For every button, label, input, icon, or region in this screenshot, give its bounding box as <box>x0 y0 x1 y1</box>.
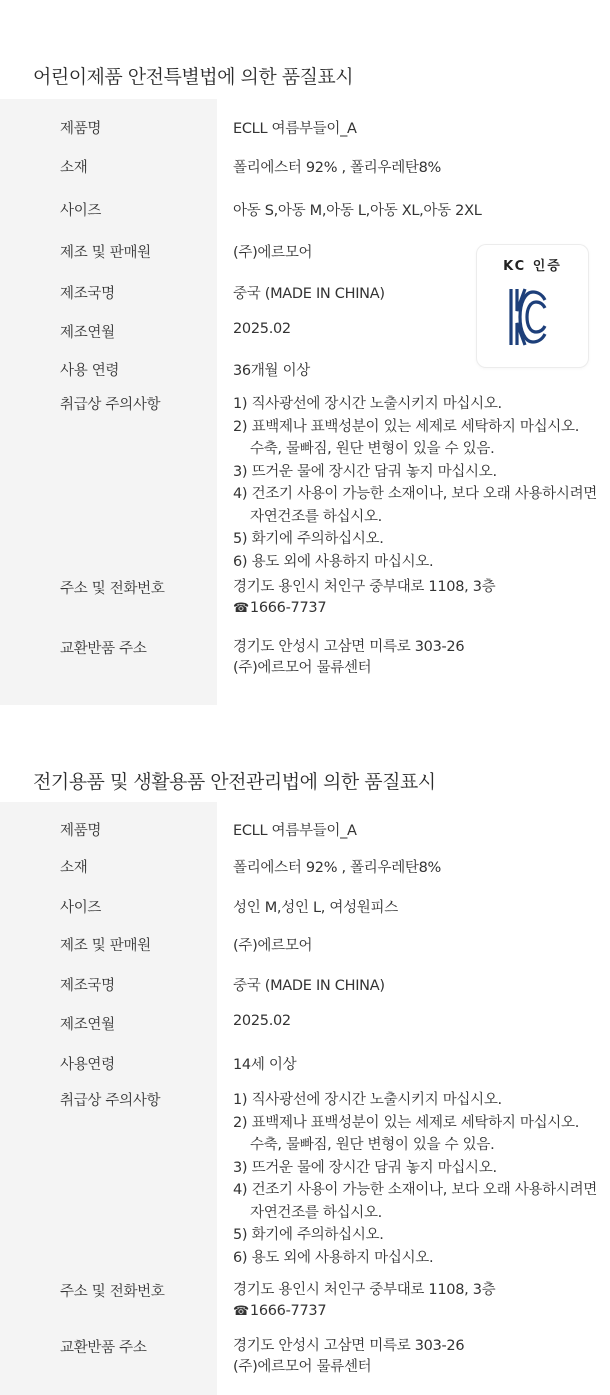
address-line: 경기도 용인시 처인구 중부대로 1108, 3층 <box>233 1282 496 1298</box>
row-label: 주소 및 전화번호 <box>60 1284 165 1300</box>
care-instruction-list <box>233 393 597 573</box>
address-line: 경기도 용인시 처인구 중부대로 1108, 3층 <box>233 579 496 595</box>
row-label: 소재 <box>60 160 88 176</box>
care-line: 4) 건조기 사용이 가능한 소재이나, 보다 오래 사용하시려면 <box>233 486 598 502</box>
row-value: 2025.02 <box>233 1013 291 1029</box>
row-label: 소재 <box>60 860 88 876</box>
row-label: 사용 연령 <box>60 363 120 379</box>
row-value: 14세 이상 <box>233 1057 297 1073</box>
address-block <box>233 1280 495 1322</box>
address-line: (주)에르모어 물류센터 <box>233 1359 372 1375</box>
row-label: 사이즈 <box>60 203 102 219</box>
row-label: 사용연령 <box>60 1057 115 1073</box>
care-line: 2) 표백제나 표백성분이 있는 세제로 세탁하지 마십시오. <box>233 418 579 435</box>
care-line: 3) 뜨거운 물에 장시간 담궈 놓지 마십시오. <box>233 463 497 480</box>
row-label: 제조연월 <box>60 325 115 341</box>
care-line: 6) 용도 외에 사용하지 마십시오. <box>233 553 434 570</box>
row-label: 제조 및 판매원 <box>60 938 151 954</box>
phone-icon: ☎ <box>233 601 249 616</box>
row-value: 성인 M,성인 L, 여성원피스 <box>233 900 398 916</box>
address-line: 경기도 안성시 고삼면 미륵로 303-26 <box>233 1338 465 1354</box>
row-label: 제조연월 <box>60 1017 115 1033</box>
address-line: (주)에르모어 물류센터 <box>233 660 372 676</box>
care-line: 2) 표백제나 표백성분이 있는 세제로 세탁하지 마십시오. <box>233 1114 579 1131</box>
household-product-quality-section <box>0 705 610 1395</box>
phone-icon: ☎ <box>233 1304 249 1319</box>
row-label: 취급상 주의사항 <box>60 397 161 413</box>
row-value: ECLL 여름부들이_A <box>233 823 357 839</box>
care-line: 1) 직사광선에 장시간 노출시키지 마십시오. <box>233 1092 502 1108</box>
care-line: 수축, 물빠짐, 원단 변형이 있을 수 있음. <box>250 1137 495 1153</box>
phone-number: 1666-7737 <box>249 600 327 616</box>
kc-certification-badge <box>477 245 588 367</box>
exchange-address-block <box>233 637 464 679</box>
care-line: 5) 화기에 주의하십시오. <box>233 1227 384 1243</box>
row-label: 제품명 <box>60 823 102 839</box>
row-value: (주)에르모어 <box>233 938 313 954</box>
kc-badge-title: KC 인증 <box>503 259 562 274</box>
care-line: 4) 건조기 사용이 가능한 소재이나, 보다 오래 사용하시려면 <box>233 1182 598 1198</box>
row-value: 아동 S,아동 M,아동 L,아동 XL,아동 2XL <box>233 203 482 219</box>
section-title: 전기용품 및 생활용품 안전관리법에 의한 품질표시 <box>33 771 436 793</box>
care-line: 5) 화기에 주의하십시오. <box>233 531 384 547</box>
row-value: 2025.02 <box>233 321 291 337</box>
row-value: (주)에르모어 <box>233 245 313 261</box>
row-value: 중국 (MADE IN CHINA) <box>233 286 385 302</box>
care-instruction-list <box>233 1089 597 1269</box>
section-title: 어린이제품 안전특별법에 의한 품질표시 <box>33 66 354 88</box>
care-line: 수축, 물빠짐, 원단 변형이 있을 수 있음. <box>250 441 495 457</box>
address-block <box>233 577 495 619</box>
address-line: 경기도 안성시 고삼면 미륵로 303-26 <box>233 639 465 655</box>
row-value: 폴리에스터 92% , 폴리우레탄8% <box>233 860 442 876</box>
care-line: 1) 직사광선에 장시간 노출시키지 마십시오. <box>233 396 502 412</box>
phone-line <box>233 1301 495 1322</box>
care-line: 자연건조를 하십시오. <box>250 508 382 525</box>
row-label: 사이즈 <box>60 900 102 916</box>
row-value: ECLL 여름부들이_A <box>233 121 357 137</box>
row-value: 폴리에스터 92% , 폴리우레탄8% <box>233 160 442 176</box>
care-line: 자연건조를 하십시오. <box>250 1204 382 1221</box>
row-value: 36개월 이상 <box>233 363 310 379</box>
row-label: 교환반품 주소 <box>60 641 147 657</box>
row-label: 주소 및 전화번호 <box>60 581 165 597</box>
care-line: 3) 뜨거운 물에 장시간 담궈 놓지 마십시오. <box>233 1159 497 1176</box>
exchange-address-block <box>233 1336 464 1378</box>
row-label: 제조국명 <box>60 286 115 302</box>
row-label: 제조 및 판매원 <box>60 245 151 261</box>
care-line: 6) 용도 외에 사용하지 마십시오. <box>233 1249 434 1266</box>
row-label: 제조국명 <box>60 978 115 994</box>
phone-line <box>233 598 495 619</box>
kc-mark-icon <box>508 286 548 348</box>
row-label: 취급상 주의사항 <box>60 1093 161 1109</box>
row-label: 제품명 <box>60 121 102 137</box>
row-value: 중국 (MADE IN CHINA) <box>233 978 385 994</box>
phone-number: 1666-7737 <box>249 1303 327 1319</box>
row-label: 교환반품 주소 <box>60 1340 147 1356</box>
